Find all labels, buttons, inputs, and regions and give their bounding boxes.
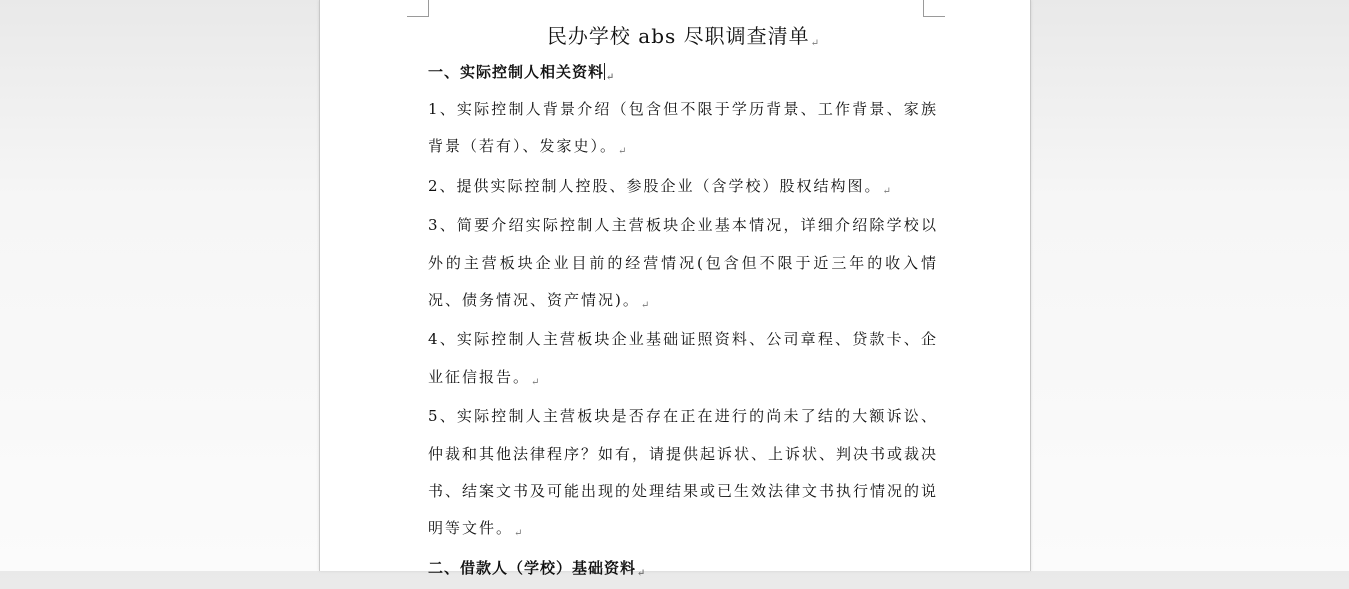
paragraph-mark-icon: ↵ xyxy=(640,300,650,312)
document-page[interactable] xyxy=(319,0,1031,579)
list-item-5: 5、实际控制人主营板块是否存在正在进行的尚未了结的大额诉讼、仲裁和其他法律程序？如有，请提供起诉状、上诉状、判决书或裁决书、结案文书及可能出现的处理结果或已生效法律文书执行情况的说明等文件。$_↵$ xyxy=(428,407,939,540)
paragraph-mark-icon: ↵ xyxy=(606,72,615,83)
paragraph-mark-icon: ↵ xyxy=(637,567,646,579)
list-item-4: 4、实际控制人主营板块企业基础证照资料、公司章程、贷款卡、企业征信报告。$_↵$ xyxy=(428,330,938,388)
list-item-1: 1、实际控制人背景介绍（包含但不限于学历背景、工作背景、家族背景（若有）、发家史）。$_↵$ xyxy=(428,100,938,158)
paragraph-mark-icon: ↵ xyxy=(531,376,540,388)
document-title: 民办学校 abs 尽职调查清单↵ xyxy=(546,24,820,49)
list-item-3: 3、简要介绍实际控制人主营板块企业基本情况，详细介绍除学校以外的主营板块企业目前的经营情况(包含但不限于近三年的收入情况、债务情况、资产情况)。$_↵$ xyxy=(428,216,938,312)
crop-mark-top-right xyxy=(923,0,945,17)
paragraph-mark-icon: ↵ xyxy=(514,528,523,540)
document-body[interactable] xyxy=(428,18,938,587)
crop-mark-top-left xyxy=(407,0,429,17)
text-cursor xyxy=(604,63,605,80)
paragraph-mark-icon: ↵ xyxy=(882,185,891,197)
section-heading-1: 一、实际控制人相关资料 $_↵$ xyxy=(428,63,615,83)
list-item-2: 2、提供实际控制人控股、参股企业（含学校）股权结构图。$_↵$ xyxy=(428,176,891,197)
section-heading-2: 二、借款人（学校）基础资料$_↵$ xyxy=(428,558,646,579)
paragraph-mark-icon: ↵ xyxy=(618,146,627,158)
paragraph-mark-icon: ↵ xyxy=(810,38,820,49)
